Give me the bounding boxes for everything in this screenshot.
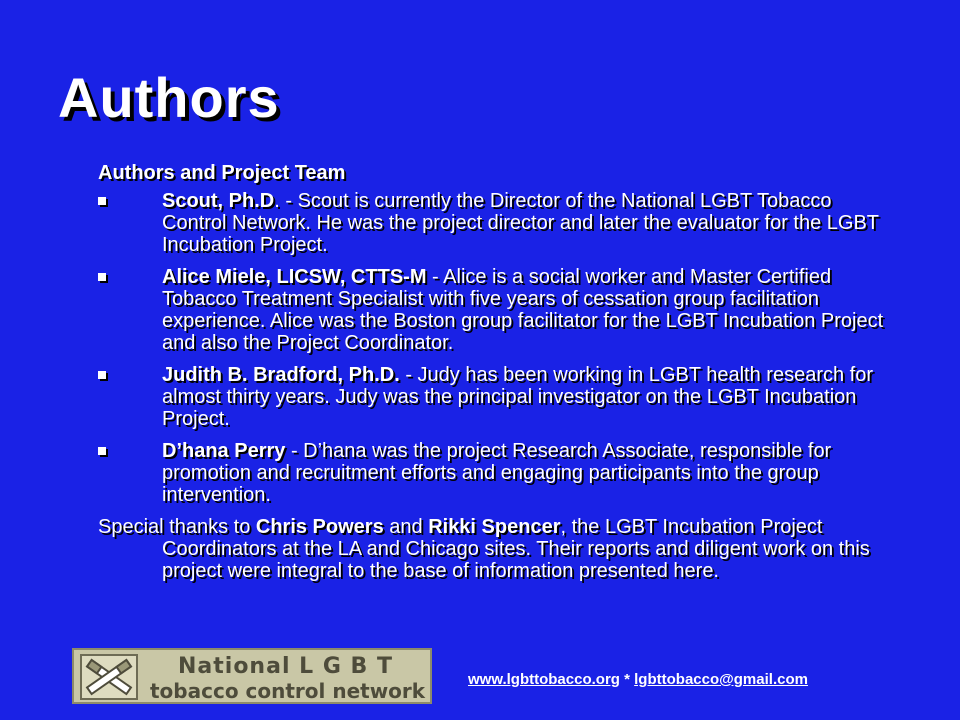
author-name: Scout, Ph.D <box>162 190 275 212</box>
logo-text-line1: National L G B T <box>178 654 393 679</box>
square-bullet-icon <box>98 371 106 379</box>
thanks-name-2: Rikki Spencer <box>428 516 561 538</box>
network-logo <box>72 648 432 704</box>
author-bullet-dhana <box>98 440 898 506</box>
logo-text-line2: tobacco control network <box>150 679 426 703</box>
author-description: . - Scout is currently the Director of the National LGBT Tobacco Control Network. He was the project director and later the evaluator for the LGBT Incubation Project. <box>162 190 879 256</box>
thanks-suffix: , the LGBT Incubation Project Coordinators at the LA and Chicago sites. Their reports and diligent work on this project were integral to the base of information presented here. <box>162 516 870 582</box>
special-thanks <box>98 516 898 582</box>
square-bullet-icon <box>98 273 106 281</box>
author-description: - Alice is a social worker and Master Certified Tobacco Treatment Specialist with five years of cessation group facilitation experience. Alice was the Boston group facilitator for the LGBT Incubation Project and also the Project Coordinator. <box>162 266 884 354</box>
section-heading: Authors and Project Team <box>98 162 346 184</box>
author-name: Alice Miele, LICSW, CTTS-M <box>162 266 427 288</box>
square-bullet-icon <box>98 197 106 205</box>
thanks-prefix: Special thanks to <box>98 516 256 538</box>
author-bullet-scout <box>98 190 898 256</box>
slide-content <box>98 162 898 582</box>
author-bullet-alice <box>98 266 898 354</box>
thanks-name-1: Chris Powers <box>255 516 384 538</box>
crossed-cigarettes-icon <box>80 654 138 700</box>
author-name: Judith B. Bradford, Ph.D. <box>162 364 400 386</box>
footer-links <box>468 671 808 688</box>
author-description: - Judy has been working in LGBT health research for almost thirty years. Judy was the principal investigator on the LGBT Incubation Project. <box>162 364 873 430</box>
thanks-and: and <box>383 516 429 538</box>
square-bullet-icon <box>98 447 106 455</box>
slide-title: Authors <box>58 66 280 129</box>
website-link[interactable]: www.lgbttobacco.org <box>468 671 620 688</box>
author-description: - D’hana was the project Research Associate, responsible for promotion and recruitment efforts and engaging participants into the group intervention. <box>162 440 832 506</box>
author-name: D’hana Perry <box>162 440 286 462</box>
email-link[interactable]: lgbttobacco@gmail.com <box>634 671 808 688</box>
link-separator: * <box>619 671 635 688</box>
author-bullet-judith <box>98 364 898 430</box>
